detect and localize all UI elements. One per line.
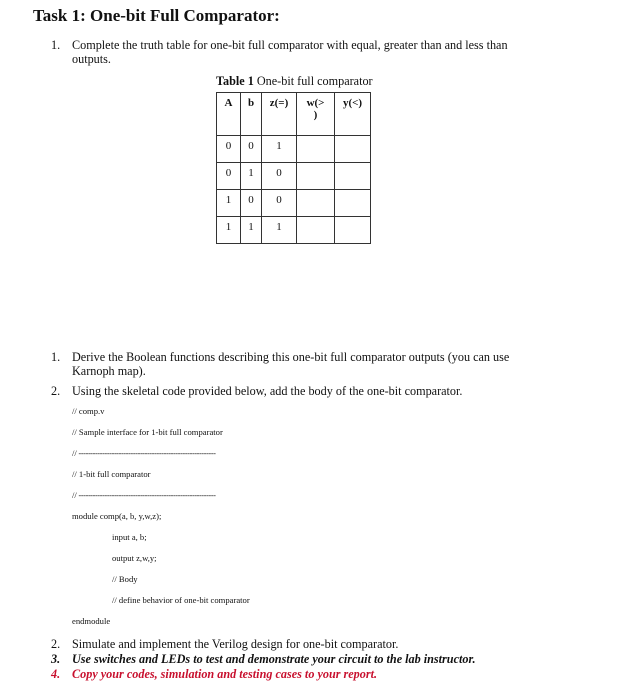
table-cell [335,136,371,163]
table-cell [335,217,371,244]
code-line-define: // define behavior of one-bit comparator [112,595,250,605]
page-title: Task 1: One-bit Full Comparator: [33,6,280,25]
table-row [217,136,371,163]
instruction-5: Use switches and LEDs to test and demonstrate your circuit to the lab instructor. [72,652,476,666]
code-line-comment-file: // comp.v [72,406,105,416]
table-cell [335,190,371,217]
instruction-2-line1: Derive the Boolean functions describing this one-bit full comparator outputs (you can use [72,350,510,364]
dashed-rule: ---------------------------------------------------------- [76,491,216,500]
instruction-1-line2: outputs. [72,52,111,66]
table-caption-text: One-bit full comparator [253,74,373,88]
table-cell: 0 [217,136,241,163]
code-line-comment-interface: // Sample interface for 1-bit full comparator [72,427,223,437]
header-w [297,93,335,136]
truth-table [216,92,371,244]
code-separator-slashes: // [72,490,77,500]
table-cell [297,136,335,163]
table-row [217,190,371,217]
table-row [217,217,371,244]
table-header-row [217,93,371,136]
table-cell: 1 [241,163,262,190]
table-cell: 0 [217,163,241,190]
table-row [217,163,371,190]
instruction-2-line2: Karnoph map). [72,364,146,378]
table-cell: 0 [262,190,297,217]
table-cell: 1 [217,217,241,244]
instruction-6: Copy your codes, simulation and testing cases to your report. [72,667,378,681]
list-number: 2. [51,637,61,651]
list-number: 2. [51,384,61,398]
header-w-cont: ) [313,109,318,121]
dashed-rule: ---------------------------------------------------------- [76,449,216,458]
code-line-separator-2 [72,490,216,500]
table-caption [216,74,373,89]
header-w-label: w(> [306,97,325,109]
code-line-comment-1bit: // 1-bit full comparator [72,469,151,479]
table-cell: 0 [241,136,262,163]
table-cell: 0 [241,190,262,217]
list-number: 1. [51,350,61,364]
table-caption-label: Table 1 [216,74,254,88]
code-line-endmodule: endmodule [72,616,111,626]
table-cell: 0 [262,163,297,190]
table-cell [297,217,335,244]
table-cell: 1 [241,217,262,244]
instruction-3: Using the skeletal code provided below, add the body of the one-bit comparator. [72,384,463,398]
header-b: b [241,93,262,136]
list-number: 4. [51,667,61,681]
instruction-4: Simulate and implement the Verilog design for one-bit comparator. [72,637,399,651]
table-cell: 1 [262,217,297,244]
header-y: y(<) [335,93,371,136]
code-line-separator-1 [72,448,216,458]
header-a: A [217,93,241,136]
code-line-body: // Body [112,574,138,584]
header-z: z(=) [262,93,297,136]
code-line-output: output z,w,y; [112,553,157,563]
table-cell: 1 [262,136,297,163]
code-line-module: module comp(a, b, y,w,z); [72,511,162,521]
table-cell: 1 [217,190,241,217]
table-cell [297,163,335,190]
instruction-1-line1: Complete the truth table for one-bit full comparator with equal, greater than and less than [72,38,508,52]
list-number: 3. [51,652,61,666]
table-cell [335,163,371,190]
code-separator-slashes: // [72,448,77,458]
table-cell [297,190,335,217]
list-number: 1. [51,38,61,52]
code-line-input: input a, b; [112,532,147,542]
